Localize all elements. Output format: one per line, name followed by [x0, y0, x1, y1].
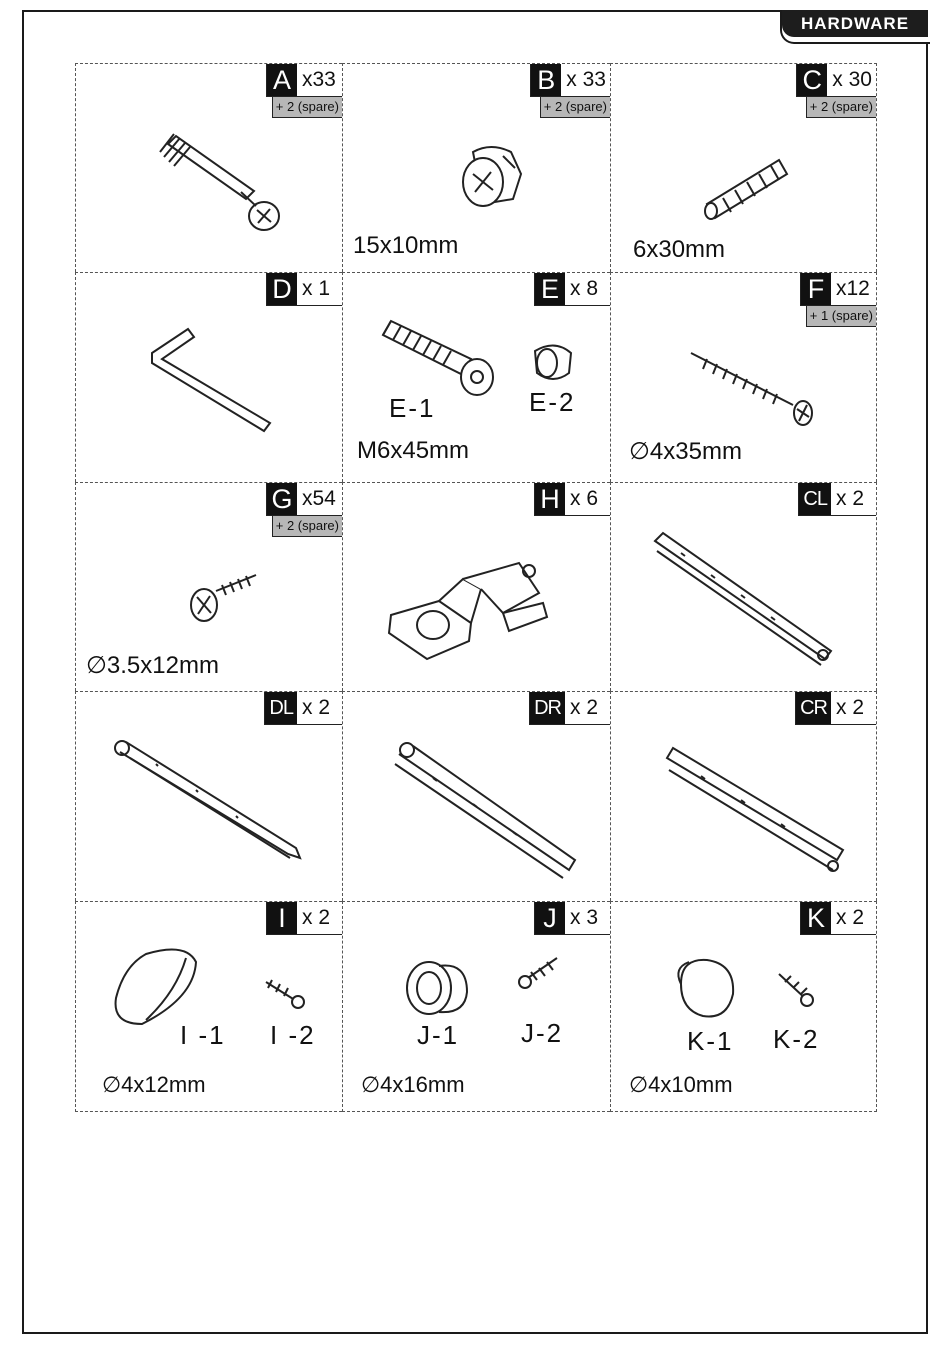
item-letter: CR: [796, 692, 831, 724]
item-letter: I: [267, 902, 297, 934]
hardware-cell-b: [342, 63, 610, 272]
hardware-cell-j: [342, 901, 610, 1112]
item-badge: [266, 483, 342, 516]
sub-label: E-1: [389, 393, 436, 423]
item-letter: CL: [799, 483, 831, 515]
item-letter: DL: [265, 692, 297, 724]
item-letter: C: [797, 64, 827, 96]
item-badge: [798, 483, 876, 516]
item-quantity: x 33: [566, 68, 606, 91]
sub-label: I -1: [180, 1020, 226, 1050]
item-badge: [529, 692, 610, 725]
item-letter: H: [535, 483, 565, 515]
item-letter: DR: [530, 692, 565, 724]
item-dimension: ∅3.5x12mm: [86, 652, 219, 679]
item-badge: [534, 273, 610, 306]
hardware-cell-a: [75, 63, 342, 272]
hardware-cell-d: [75, 272, 342, 482]
item-letter: E: [535, 273, 565, 305]
item-quantity: x 2: [836, 487, 865, 510]
item-dimension: 15x10mm: [353, 232, 459, 259]
item-quantity: x 30: [832, 68, 872, 91]
item-letter: F: [801, 273, 831, 305]
item-quantity: x12: [836, 277, 870, 300]
item-badge: [266, 902, 342, 935]
spare-count: + 2 (spare): [540, 97, 610, 118]
item-quantity: x33: [302, 68, 336, 91]
item-letter: K: [801, 902, 831, 934]
item-dimension: ∅4x12mm: [102, 1072, 206, 1097]
hardware-cell-e: [342, 272, 610, 482]
sub-label: E-2: [529, 387, 576, 417]
item-dimension: ∅4x35mm: [629, 438, 742, 465]
hardware-grid: [75, 63, 877, 1112]
item-dimension: 6x30mm: [633, 236, 726, 263]
item-badge: [534, 902, 610, 935]
item-letter: J: [535, 902, 565, 934]
item-letter: D: [267, 273, 297, 305]
item-quantity: x54: [302, 487, 336, 510]
item-letter: B: [531, 64, 561, 96]
spare-count: + 2 (spare): [272, 516, 342, 537]
sub-label: I -2: [270, 1020, 316, 1050]
item-badge: [534, 483, 610, 516]
item-quantity: x 2: [836, 906, 865, 929]
hardware-cell-dl: [75, 691, 342, 901]
hardware-cell-f: [610, 272, 877, 482]
sub-label: K-2: [773, 1024, 820, 1054]
hardware-cell-g: [75, 482, 342, 691]
item-badge: [800, 902, 876, 935]
item-quantity: x 2: [570, 696, 599, 719]
item-dimension: ∅4x16mm: [361, 1072, 465, 1097]
sub-label: J-1: [417, 1020, 460, 1050]
item-badge: [795, 692, 876, 725]
hardware-cell-i: [75, 901, 342, 1112]
item-badge: [796, 64, 876, 97]
item-quantity: x 3: [570, 906, 599, 929]
item-letter: G: [267, 483, 297, 515]
sub-label: J-2: [521, 1018, 564, 1048]
item-letter: A: [267, 64, 297, 96]
section-tab: HARDWARE: [782, 10, 928, 37]
hardware-cell-k: [610, 901, 877, 1112]
item-badge: [266, 64, 342, 97]
item-badge: [800, 273, 876, 306]
item-quantity: x 2: [836, 696, 865, 719]
spare-count: + 2 (spare): [272, 97, 342, 118]
spare-count: + 2 (spare): [806, 97, 876, 118]
item-dimension: M6x45mm: [357, 437, 470, 464]
item-badge: [530, 64, 610, 97]
item-quantity: x 2: [302, 696, 331, 719]
item-quantity: x 1: [302, 277, 331, 300]
hardware-cell-cl: [610, 482, 877, 691]
hardware-cell-dr: [342, 691, 610, 901]
item-badge: [266, 273, 342, 306]
hardware-cell-c: [610, 63, 877, 272]
item-quantity: x 8: [570, 277, 599, 300]
hardware-cell-h: [342, 482, 610, 691]
item-quantity: x 6: [570, 487, 599, 510]
item-quantity: x 2: [302, 906, 331, 929]
sub-label: K-1: [687, 1026, 734, 1056]
item-badge: [264, 692, 342, 725]
hardware-cell-cr: [610, 691, 877, 901]
item-dimension: ∅4x10mm: [629, 1072, 733, 1097]
spare-count: + 1 (spare): [806, 306, 876, 327]
